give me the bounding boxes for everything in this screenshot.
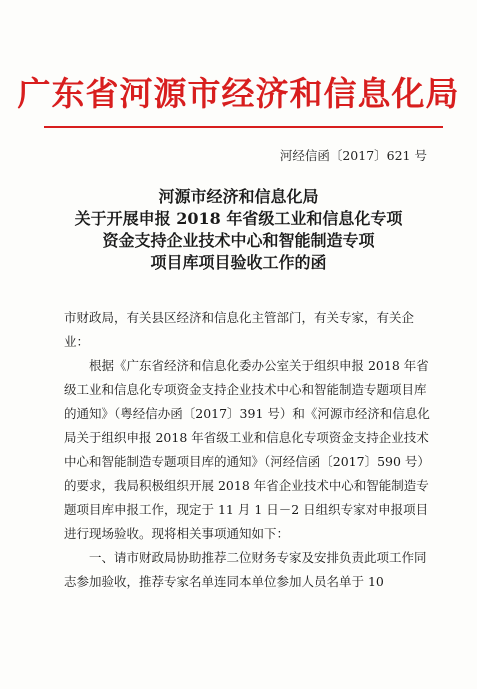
title-line: 关于开展申报 2018 年省级工业和信息化专项 [74, 209, 403, 228]
red-divider [44, 126, 443, 128]
salutation: 市财政局，有关县区经济和信息化主管部门，有关专家，有关企业： [64, 310, 415, 349]
body-paragraph: 一、请市财政局协助推荐二位财务专家及安排负责此项工作同志参加验收，推荐专家名单连同本单位参加人员名单于 10 [64, 550, 427, 589]
document-title [40, 186, 437, 274]
title-line: 河源市经济和信息化局 [158, 187, 319, 206]
title-line: 资金支持企业技术中心和智能制造专项 [102, 231, 375, 250]
title-line: 项目库项目验收工作的函 [150, 253, 327, 272]
document-number: 河经信函〔2017〕621 号 [279, 148, 427, 163]
body-paragraph: 根据《广东省经济和信息化委办公室关于组织申报 2018 年省级工业和信息化专项资金支持企业技术中心和智能制造专题项目库的通知》（粤经信办函〔2017〕391 号）和《河源市经济和信息化局关于组织申报 2018 年省级工业和信息化专项资金支持企业技术中心和智能制造专题项目库的通知》（河经信函〔2017〕590 号）的要求，我局积极组织开展 2018 年省企业技术中心和智能制造专题项目库申报工作，现定于 11 月 1 日－2 日组织专家对申报项目进行现场验收。现将相关事项通知如下： [64, 358, 430, 541]
document-body [64, 306, 431, 594]
org-letterhead: 广东省河源市经济和信息化局 [17, 74, 460, 113]
